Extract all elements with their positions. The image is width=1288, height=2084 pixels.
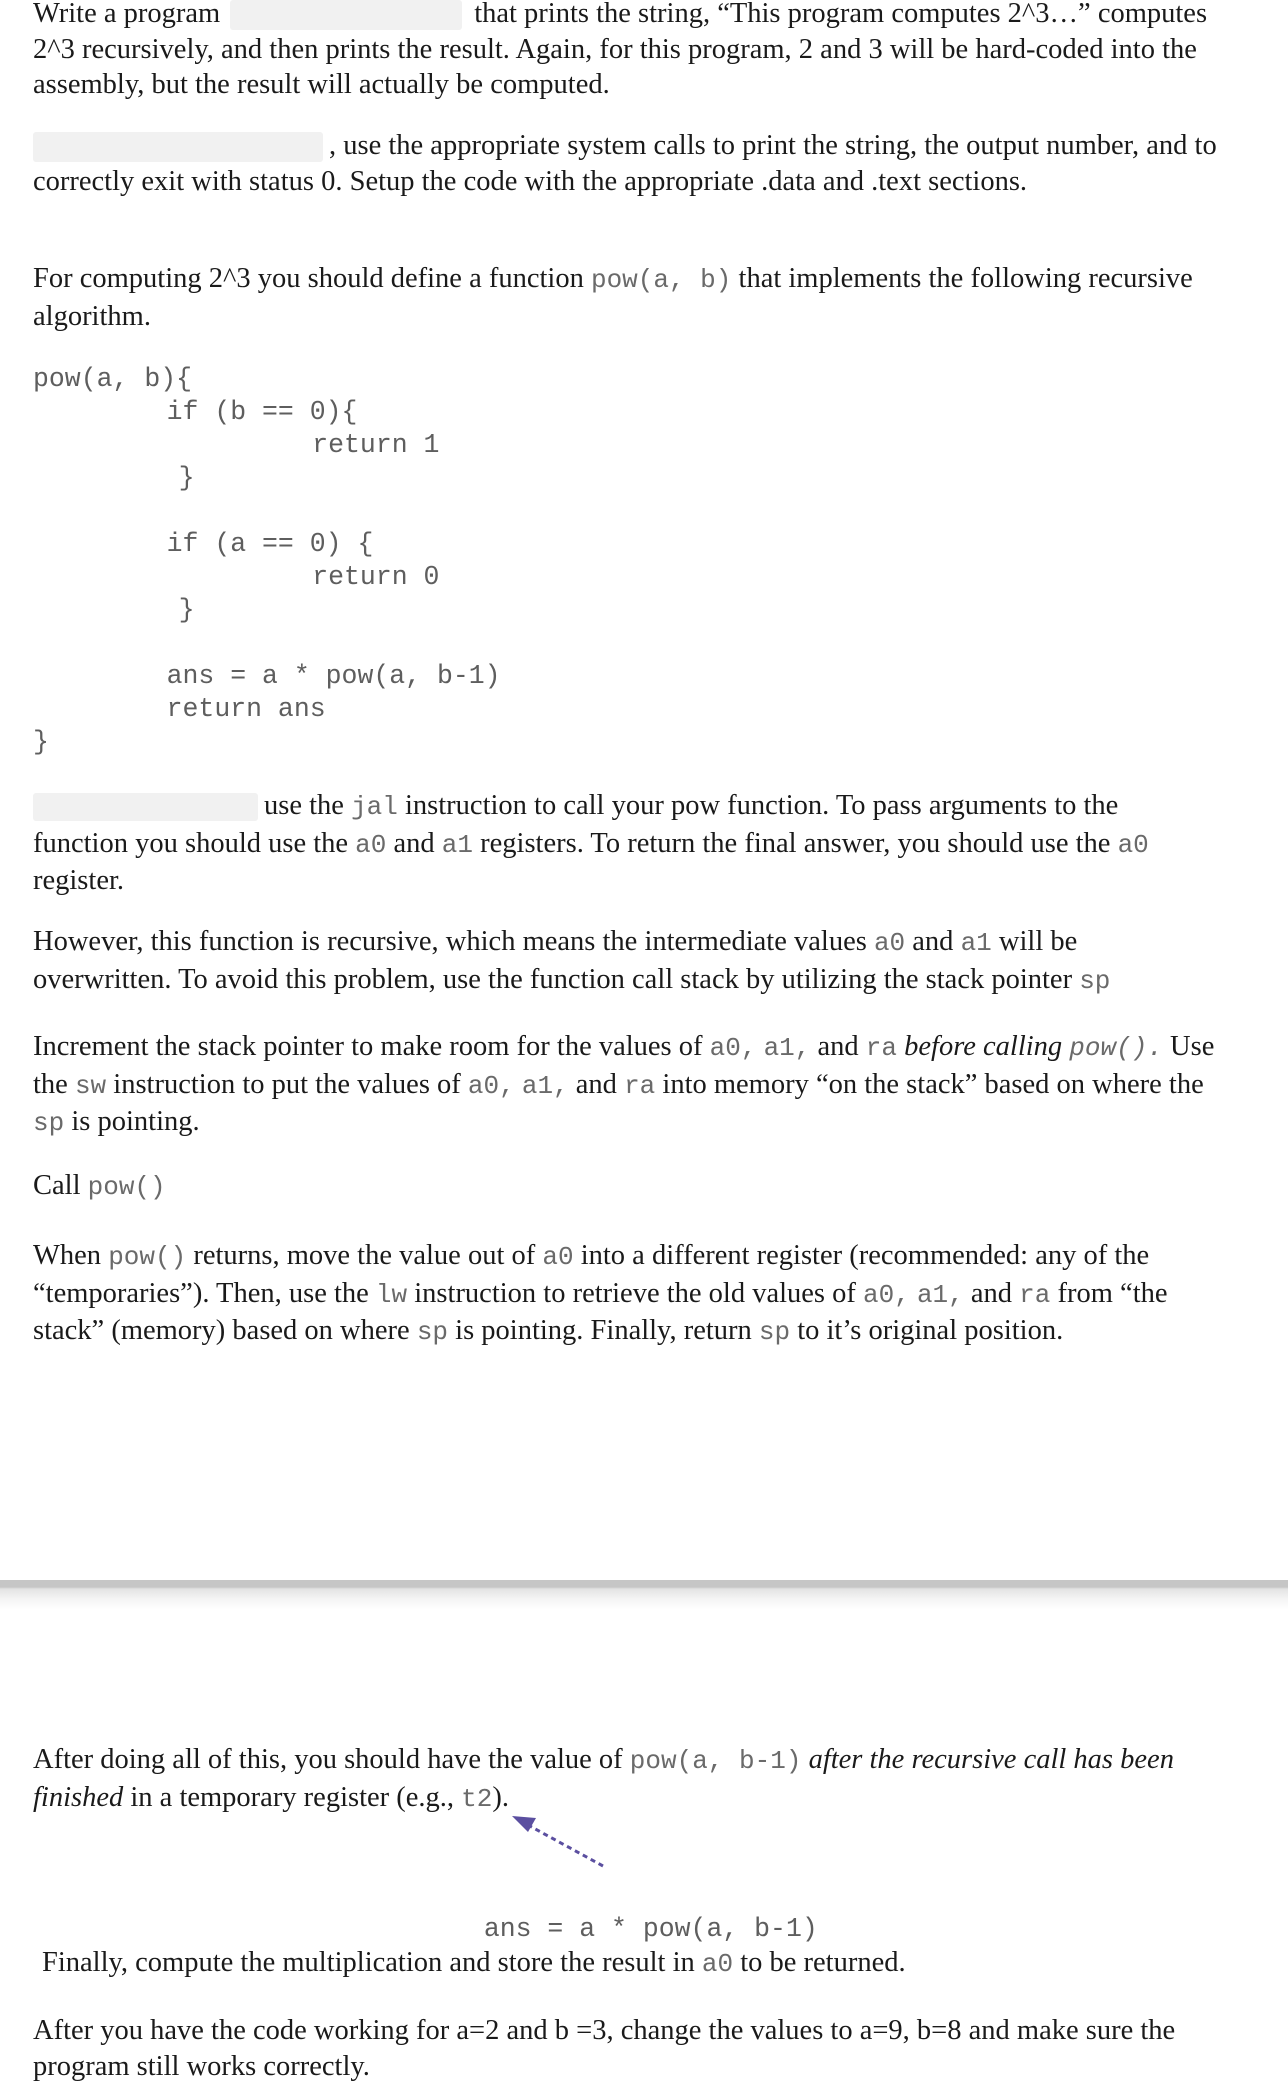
pow-call-code: pow(). bbox=[1069, 1033, 1163, 1063]
recursion-text-c: overwritten. To avoid this problem, use the function call stack by utilizing the stack pointer bbox=[33, 963, 1073, 995]
register-sp: sp bbox=[416, 1317, 449, 1347]
temp-text-c: ). bbox=[492, 1781, 510, 1813]
pop-text-b: returns, move the value out of bbox=[193, 1240, 536, 1271]
pop-text-i: to it’s original position. bbox=[797, 1315, 1064, 1346]
register-a0: a0, bbox=[467, 1070, 515, 1101]
sw-code: sw bbox=[74, 1070, 107, 1101]
push-text-b: the bbox=[33, 1068, 68, 1100]
register-a0: a0 bbox=[701, 1949, 734, 1979]
test-text-b: program still works correctly. bbox=[33, 2050, 370, 2082]
register-a0: a0, bbox=[709, 1033, 757, 1063]
register-a1: a1 bbox=[441, 829, 474, 860]
register-sp: sp bbox=[758, 1317, 791, 1347]
recursion-text-and: and bbox=[912, 926, 954, 957]
pow-definition-text-2: that implements the following recursive bbox=[738, 263, 1193, 294]
register-a0: a0 bbox=[355, 829, 387, 860]
pop-text-f: from “the bbox=[1057, 1277, 1168, 1309]
pow-definition-text: For computing 2^3 you should define a function bbox=[33, 263, 584, 294]
pop-text-g: stack” (memory) based on where bbox=[33, 1315, 410, 1346]
register-ra: ra bbox=[624, 1070, 656, 1101]
register-sp: sp bbox=[1079, 965, 1111, 996]
register-a0: a0 bbox=[1117, 829, 1149, 860]
pow-recursive-code: pow(a, b-1) bbox=[629, 1746, 802, 1776]
lw-code: lw bbox=[375, 1279, 408, 1310]
push-text-a: Increment the stack pointer to make room for the values of bbox=[33, 1031, 703, 1062]
ans-code-text: ans = a * pow(a, b-1) bbox=[483, 1914, 818, 1944]
code-line: pow(a, b){ bbox=[33, 364, 193, 394]
intro-text-start: Write a program bbox=[33, 0, 221, 29]
syscall-text-line2: correctly exit with status 0. Setup the code with the appropriate .data and .text sections. bbox=[33, 165, 1028, 197]
register-ra: ra bbox=[1019, 1279, 1051, 1310]
multiply-paragraph bbox=[42, 1945, 1262, 1983]
code-line: return ans bbox=[103, 694, 326, 724]
code-line: ans = a * pow(a, b-1) bbox=[103, 661, 501, 691]
multiply-text-b: to be returned. bbox=[740, 1947, 906, 1978]
jal-text-a: use the bbox=[264, 790, 344, 821]
pop-text-e: instruction to retrieve the old values of bbox=[414, 1277, 856, 1309]
jal-text-c: function you should use the bbox=[33, 827, 349, 859]
syscall-paragraph: , use the appropriate system calls to print the string, the output number, and to correctly exit with status 0. Setup the code with the appropriate .data and .text sections. bbox=[33, 130, 1217, 197]
register-t2: t2 bbox=[461, 1783, 493, 1814]
code-line: } bbox=[115, 463, 195, 493]
temp-emphasis-2: finished bbox=[33, 1781, 124, 1813]
register-a0: a0 bbox=[873, 928, 906, 958]
multiply-text-a: Finally, compute the multiplication and store the result in bbox=[42, 1947, 695, 1978]
register-a1: a1, bbox=[763, 1033, 811, 1063]
code-line: return 0 bbox=[185, 562, 440, 592]
recursion-text-a: However, this function is recursive, which means the intermediate values bbox=[33, 926, 867, 957]
ans-code-line bbox=[452, 1880, 818, 1946]
register-a0: a0 bbox=[542, 1242, 574, 1272]
jal-text-b: instruction to call your pow function. To pass arguments to the bbox=[405, 790, 1119, 821]
jal-code: jal bbox=[351, 792, 398, 822]
code-line: } bbox=[33, 727, 49, 757]
register-sp: sp bbox=[33, 1108, 65, 1138]
intro-text-line3: assembly, but the result will actually be computed. bbox=[33, 69, 610, 100]
call-text: Call bbox=[33, 1170, 81, 1201]
code-line: return 1 bbox=[185, 430, 440, 460]
pow-call-code: pow() bbox=[108, 1242, 187, 1272]
push-text-and2: and bbox=[575, 1068, 617, 1100]
register-ra: ra bbox=[865, 1033, 898, 1063]
temp-text-b: in a temporary register (e.g., bbox=[130, 1781, 455, 1813]
push-text-and: and bbox=[817, 1031, 859, 1062]
test-values-paragraph bbox=[33, 2013, 1253, 2084]
push-text-e: is pointing. bbox=[71, 1106, 200, 1137]
register-a0: a0, bbox=[863, 1279, 910, 1310]
register-a1: a1 bbox=[960, 928, 992, 958]
temp-emphasis: after the recursive call has been bbox=[808, 1744, 1174, 1775]
push-emphasis: before calling bbox=[904, 1031, 1063, 1062]
register-a1: a1, bbox=[521, 1070, 569, 1101]
register-a1: a1, bbox=[916, 1279, 964, 1310]
pow-signature-code: pow(a, b) bbox=[590, 265, 732, 295]
pop-text-c: into a different register (recommended: any of the bbox=[580, 1240, 1150, 1271]
code-line: if (b == 0){ bbox=[103, 397, 358, 427]
jal-text-d: registers. To return the final answer, you should use the bbox=[480, 827, 1111, 859]
pop-text-d: “temporaries”). Then, use the bbox=[33, 1277, 369, 1309]
intro-text-line2: 2^3 recursively, and then prints the result. Again, for this program, 2 and 3 will be hard-coded into the bbox=[33, 33, 1197, 65]
push-text-d: into memory “on the stack” based on where the bbox=[662, 1068, 1204, 1100]
pop-text-h: is pointing. Finally, return bbox=[455, 1315, 752, 1346]
code-line: if (a == 0) { bbox=[103, 529, 374, 559]
recursion-text-b: will be bbox=[998, 926, 1078, 957]
push-text-c: instruction to put the values of bbox=[113, 1068, 461, 1100]
pow-definition-text-3: algorithm. bbox=[33, 300, 151, 332]
pop-text-and: and bbox=[970, 1277, 1013, 1309]
push-text-use: Use bbox=[1170, 1031, 1215, 1062]
pow-call-code: pow() bbox=[87, 1172, 166, 1202]
intro-text-quote: that prints the string, “This program computes 2^3…” computes bbox=[474, 0, 1208, 29]
test-text-a: After you have the code working for a=2 and b =3, change the values to a=9, b=8 and make sure the bbox=[33, 2015, 1176, 2046]
pop-text-a: When bbox=[33, 1240, 102, 1271]
code-line: } bbox=[115, 595, 195, 625]
temp-text-a: After doing all of this, you should have the value of bbox=[33, 1744, 623, 1775]
jal-text-and: and bbox=[393, 827, 435, 859]
jal-text-e: register. bbox=[33, 865, 125, 896]
syscall-text-line1: use the appropriate system calls to print the string, the output number, and to bbox=[343, 130, 1217, 161]
